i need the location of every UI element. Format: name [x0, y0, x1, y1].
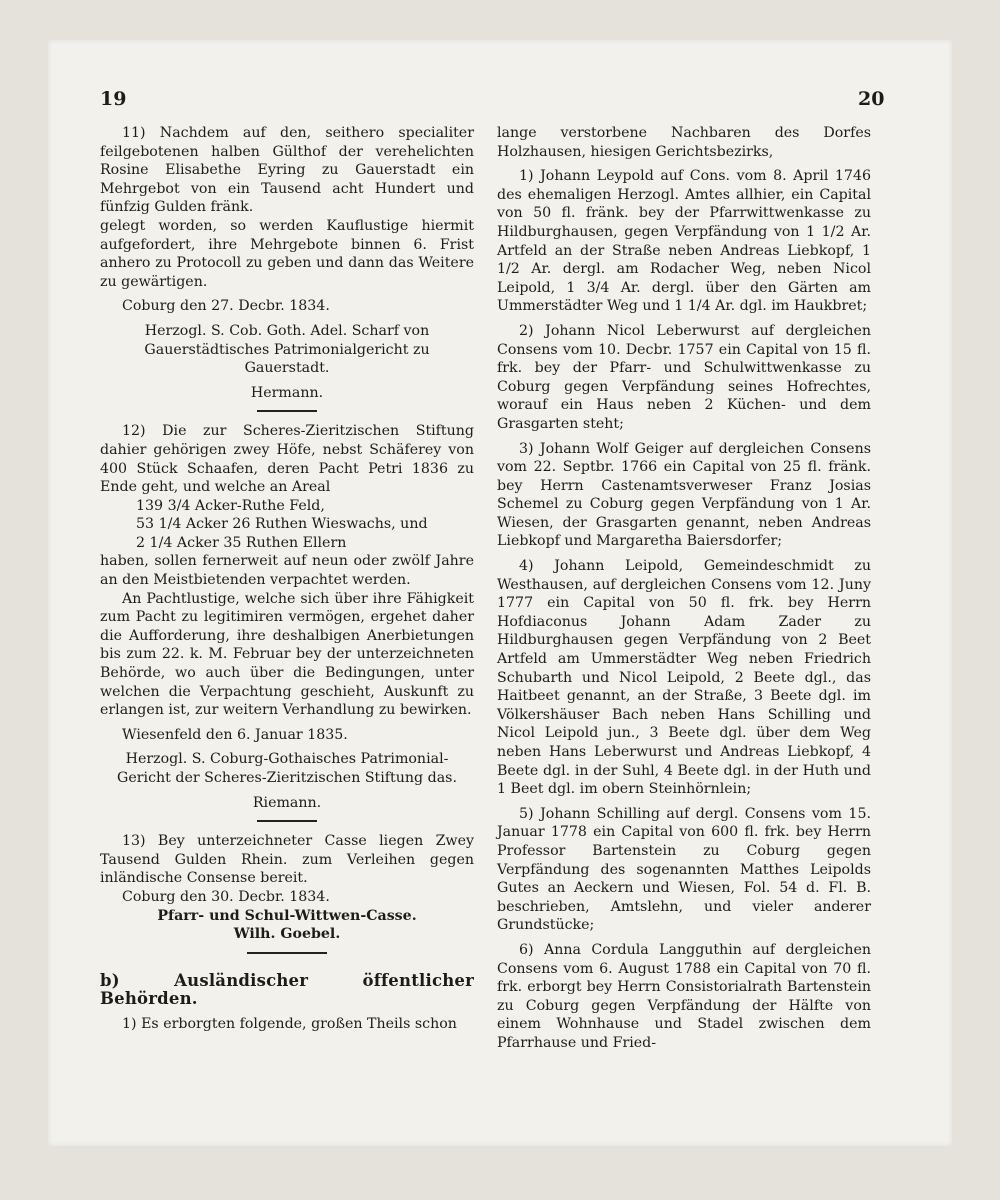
separator-rule [257, 410, 317, 412]
section-b-heading: b) Ausländischer öffentlicher Behörden. [100, 970, 474, 1009]
item-11-place-date: Coburg den 27. Decbr. 1834. [122, 298, 330, 315]
item-11-lead: 11) Nachdem auf den, seithero specialiter feilgebotenen halben Gülthof der verehelichten Rosine Elisabethe Eyring zu Gauerstadt ein Mehrgebot von ein Tausend acht Hundert und fünfzig Gulden fränk. [100, 125, 474, 216]
item-12-area-1: 139 3/4 Acker-Ruthe Feld, [136, 497, 325, 514]
item-11-body: gelegt worden, so werden Kauflustige hiermit aufgefordert, ihre Mehrgebote binnen 6. Frist anhero zu Protocoll zu geben und dann das Weitere zu gewärtigen. [100, 217, 474, 290]
item-12-area-2: 53 1/4 Acker 26 Ruthen Wieswachs, und [136, 516, 428, 533]
entry-3: 3) Johann Wolf Geiger auf dergleichen Consens vom 22. Septbr. 1766 ein Capital von 25 fl. fränk. bey Herrn Castenamtsverweser Franz Josias Schemel zu Coburg gegen Verpfändung von 1 Ar. Wiesen, der Grasgarten genannt, neben Andreas Liebkopf und Margaretha Baiersdorfer; [497, 440, 871, 550]
entry-2: 2) Johann Nicol Leberwurst auf dergleichen Consens vom 10. Decbr. 1757 ein Capital von 15 fl. frk. bey der Pfarr- und Schulwittwenkasse zu Coburg gegen Verpfändung seines Hofrechtes, worauf ein Haus neben 2 Küchen- und dem Grasgarten steht; [497, 322, 871, 432]
item-12-place-date: Wiesenfeld den 6. Januar 1835. [122, 726, 348, 743]
item-11-authority: Herzogl. S. Cob. Goth. Adel. Scharf von Gauerstädtisches Patrimonialgericht zu Gauerstadt. [144, 322, 430, 377]
entry-6: 6) Anna Cordula Langguthin auf dergleichen Consens vom 6. August 1788 ein Capital von 70 fl. frk. erborgt bey Herrn Consistorialrath Bartenstein zu Coburg gegen Verpfändung der Hälfte von einem Wohnhause und Stadel zwischen dem Pfarrhause und Fried- [497, 941, 871, 1051]
item-13-place-date: Coburg den 30. Decbr. 1834. [122, 888, 330, 905]
item-12-lead: 12) Die zur Scheres-Zieritzischen Stiftung dahier gehörigen zwey Höfe, nebst Schäferey von 400 Stück Schaafen, deren Pacht Petri 1836 zu Ende geht, und welche an Areal [100, 423, 474, 496]
entry-4: 4) Johann Leipold, Gemeindeschmidt zu Westhausen, auf dergleichen Consens vom 12. Juny 1777 ein Capital von 50 fl. frk. bey Herrn Hofdiaconus Johann Adam Zader zu Hildburghausen gegen Verpfändung von 2 Beet Artfeld am Ummerstädter Weg neben Friedrich Schubarth und Nicol Leipold, 2 Beete dgl., das Haitbeet genannt, an der Straße, 3 Beete dgl. im Völkershäuser Bach neben Hans Schilling und Nicol Leipold jun., 3 Beete dgl. über dem Weg neben Hans Leberwurst und Andreas Liebkopf, 4 Beete dgl. in der Suhl, 4 Beete dgl. in der Huth und 1 Beet dgl. im obern Steinhörnlein; [497, 558, 871, 798]
left-column [100, 124, 474, 1034]
page-number-right: 20 [858, 88, 885, 110]
item-13-lead: 13) Bey unterzeichneter Casse liegen Zwey Tausend Gulden Rhein. zum Verleihen gegen inländische Consense bereit. [100, 833, 474, 887]
item-12-area-3: 2 1/4 Acker 35 Ruthen Ellern [136, 534, 347, 551]
separator-rule [257, 820, 317, 822]
item-13-signer: Wilh. Goebel. [233, 926, 341, 943]
right-column [497, 124, 871, 1053]
item-12-signer: Riemann. [252, 794, 322, 811]
item-12-authority: Herzogl. S. Coburg-Gothaisches Patrimonial-Gericht der Scheres-Zieritzischen Stiftung das. [117, 751, 457, 786]
item-12-body-2: An Pachtlustige, welche sich über ihre Fähigkeit zum Pacht zu legitimiren vermögen, ergehet daher die Aufforderung, ihre deshalbigen Anerbietungen bis zum 22. k. M. Februar bey der unterzeichneten Behörde, wo auch über die Bedingungen, unter welchen die Verpachtung geschieht, Auskunft zu erlangen ist, zur weitern Verhandlung zu bewirken. [100, 590, 474, 719]
page-number-left: 19 [100, 88, 127, 110]
entry-1: 1) Johann Leypold auf Cons. vom 8. April 1746 des ehemaligen Herzogl. Amtes allhier, ein Capital von 50 fl. fränk. bey der Pfarrwittwenkasse zu Hildburghausen, gegen Verpfändung von 1 1/2 Ar. Artfeld an der Straße neben Andreas Liebkopf, 1 1/2 Ar. dergl. am Rodacher Weg, neben Nicol Leipold, 1 3/4 Ar. dergl. über den Gärten am Ummerstädter Weg und 1 1/4 Ar. dgl. im Haukbret; [497, 168, 871, 315]
item-13-authority: Pfarr- und Schul-Wittwen-Casse. [157, 907, 417, 924]
entry-5: 5) Johann Schilling auf dergl. Consens vom 15. Januar 1778 ein Capital von 600 fl. frk. bey Herrn Professor Bartenstein zu Coburg gegen Verpfändung des sogenannten Matthes Leipolds Gutes an Aeckern und Wiesen, Fol. 54 d. Fl. B. beschrieben, Amtslehn, und vieler anderer Grundstücke; [497, 805, 871, 934]
separator-rule [247, 952, 327, 954]
item-11-signer: Hermann. [250, 384, 324, 401]
right-intro: lange verstorbene Nachbaren des Dorfes Holzhausen, hiesigen Gerichtsbezirks, [497, 125, 871, 160]
section-b-item-1-lead: 1) Es erborgten folgende, großen Theils schon [122, 1015, 457, 1032]
item-12-body: haben, sollen fernerweit auf neun oder zwölf Jahre an den Meistbietenden verpachtet werden. [100, 553, 474, 589]
